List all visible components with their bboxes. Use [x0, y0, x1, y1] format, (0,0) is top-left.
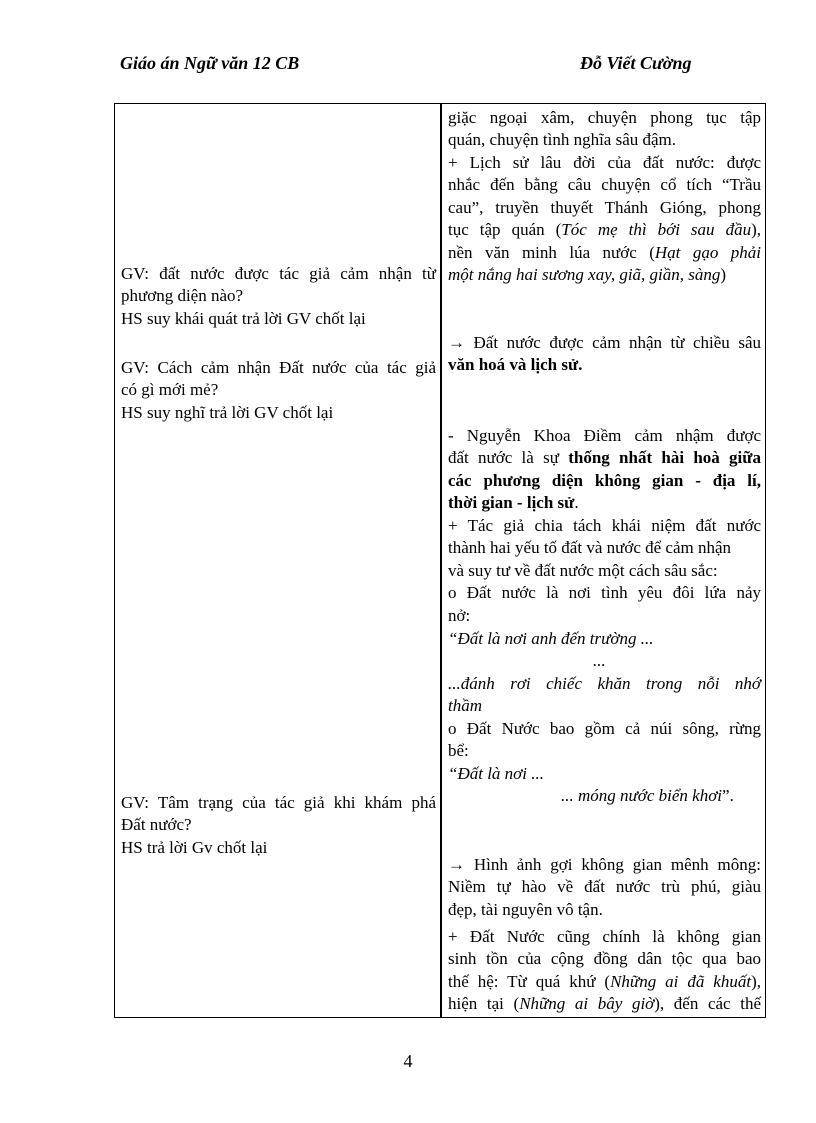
- text-line: [448, 971, 761, 993]
- text-line: [448, 264, 761, 286]
- text-run: nền văn minh lúa nước (: [448, 242, 655, 262]
- text-run: ”.: [722, 786, 734, 806]
- text-line: sinh tồn của cộng đồng dân tộc qua bao: [448, 949, 761, 969]
- right-para-1: [448, 107, 761, 152]
- text-run: đất nước là sự: [448, 448, 569, 468]
- italic-quote: Những ai đã khuất: [610, 971, 752, 991]
- poem-line: ...: [593, 651, 606, 671]
- text-line: [448, 993, 761, 1015]
- poem-line: “Đất là nơi anh đến trường ...: [448, 629, 654, 648]
- poem-line: [448, 785, 761, 807]
- text-run: thế hệ: Từ quá khứ (: [448, 971, 611, 991]
- text-line: + Tác giả chia tách khái niệm đất nước: [448, 516, 761, 535]
- text-run: ): [720, 265, 727, 285]
- question-line: phương diện nào?: [121, 286, 244, 306]
- text-line: [448, 492, 761, 514]
- text-run: hiện tại (: [448, 994, 520, 1014]
- right-para-3: [448, 332, 761, 377]
- text-run: ... móng nước biển khơi: [561, 786, 723, 806]
- poem-line: thầm: [448, 696, 482, 716]
- answer-line: HS trả lời Gv chốt lại: [121, 837, 268, 857]
- question-line: Đất nước?: [121, 815, 192, 835]
- text-run: ),: [751, 971, 761, 991]
- text-line: [448, 447, 761, 469]
- text-line: nở:: [448, 605, 471, 625]
- text-line: [448, 242, 761, 264]
- bold-text: thống nhất hài hoà giữa: [568, 448, 761, 468]
- right-para-6: [448, 718, 761, 763]
- text-line: nhắc đến bằng câu chuyện cổ tích “Trầu: [448, 175, 761, 195]
- italic-quote: Hạt gạo phải: [654, 242, 761, 262]
- italic-quote: Những ai bây giờ: [519, 994, 655, 1014]
- text-line: - Nguyễn Khoa Điềm cảm nhậm được: [448, 426, 761, 445]
- text-line: [448, 219, 761, 241]
- text-line: o Đất Nước bao gồm cả núi sông, rừng: [448, 719, 761, 738]
- poem-line: “Đất là nơi ...: [448, 764, 544, 783]
- lesson-table: [114, 103, 766, 1018]
- text-run: .: [574, 493, 579, 513]
- poem-quote-2: [448, 763, 761, 808]
- left-block-2: [121, 357, 436, 424]
- question-line: GV: Tâm trạng của tác giả khi khám phá: [121, 793, 436, 812]
- italic-quote: một nắng hai sương xay, giã, giần, sàng: [448, 265, 721, 285]
- text-line: [448, 332, 761, 354]
- header-title: Giáo án Ngữ văn 12 CB: [120, 53, 300, 73]
- bold-conclusion: văn hoá và lịch sử.: [448, 355, 583, 375]
- header-author: Đỗ Viết Cường: [580, 53, 692, 73]
- bold-text: thời gian - lịch sử: [448, 493, 575, 513]
- right-para-5: [448, 515, 761, 627]
- text-line: o Đất nước là nơi tình yêu đôi lứa nảy: [448, 583, 761, 603]
- answer-line: HS suy nghĩ trả lời GV chốt lại: [121, 402, 334, 422]
- text-line: + Đất Nước cũng chính là không gian: [448, 927, 761, 946]
- text-line: và suy tư về đất nước một cách sâu sắc:: [448, 560, 718, 580]
- poem-quote-1: [448, 628, 761, 718]
- poem-line: ...đánh rơi chiếc khăn trong nỗi nhớ: [448, 673, 761, 693]
- text-line: bể:: [448, 741, 469, 761]
- right-para-7: [448, 854, 761, 921]
- question-line: GV: Cách cảm nhận Đất nước của tác giả: [121, 358, 436, 377]
- right-para-4: [448, 425, 761, 515]
- left-block-1: [121, 263, 436, 330]
- text-line: quán, chuyện tình nghĩa sâu đậm.: [448, 130, 677, 150]
- text-run: Hình ảnh gợi không gian mênh mông:: [465, 855, 761, 874]
- question-line: GV: đất nước được tác giả cảm nhận từ: [121, 264, 436, 283]
- text-run: Đất nước được cảm nhận từ chiều sâu: [465, 333, 761, 352]
- question-line: có gì mới mẻ?: [121, 380, 219, 400]
- column-divider: [440, 104, 442, 1017]
- arrow-icon: →: [448, 333, 465, 352]
- text-run: ),: [751, 220, 761, 240]
- bold-text: các phương diện không gian - địa lí,: [448, 470, 761, 490]
- text-line: cau”, truyền thuyết Thánh Gióng, phong: [448, 197, 761, 217]
- text-line: [448, 854, 761, 876]
- text-run: ), đến các thế: [654, 994, 761, 1014]
- right-para-2: [448, 152, 761, 286]
- italic-quote: Tóc mẹ thì bới sau đầu: [561, 220, 752, 240]
- text-line: đẹp, tài nguyên vô tận.: [448, 899, 603, 919]
- text-line: giặc ngoại xâm, chuyện phong tục tập: [448, 108, 761, 127]
- answer-line: HS suy khái quát trả lời GV chốt lại: [121, 308, 366, 328]
- text-line: Niềm tự hào về đất nước trù phú, giàu: [448, 877, 761, 897]
- right-para-8: [448, 926, 761, 1016]
- text-run: tục tập quán (: [448, 220, 562, 240]
- text-line: thành hai yếu tố đất và nước để cảm nhận: [448, 538, 732, 558]
- arrow-icon: →: [448, 855, 465, 874]
- left-block-3: [121, 792, 436, 859]
- text-line: + Lịch sử lâu đời của đất nước: được: [448, 153, 761, 172]
- page-number: 4: [403, 1051, 413, 1071]
